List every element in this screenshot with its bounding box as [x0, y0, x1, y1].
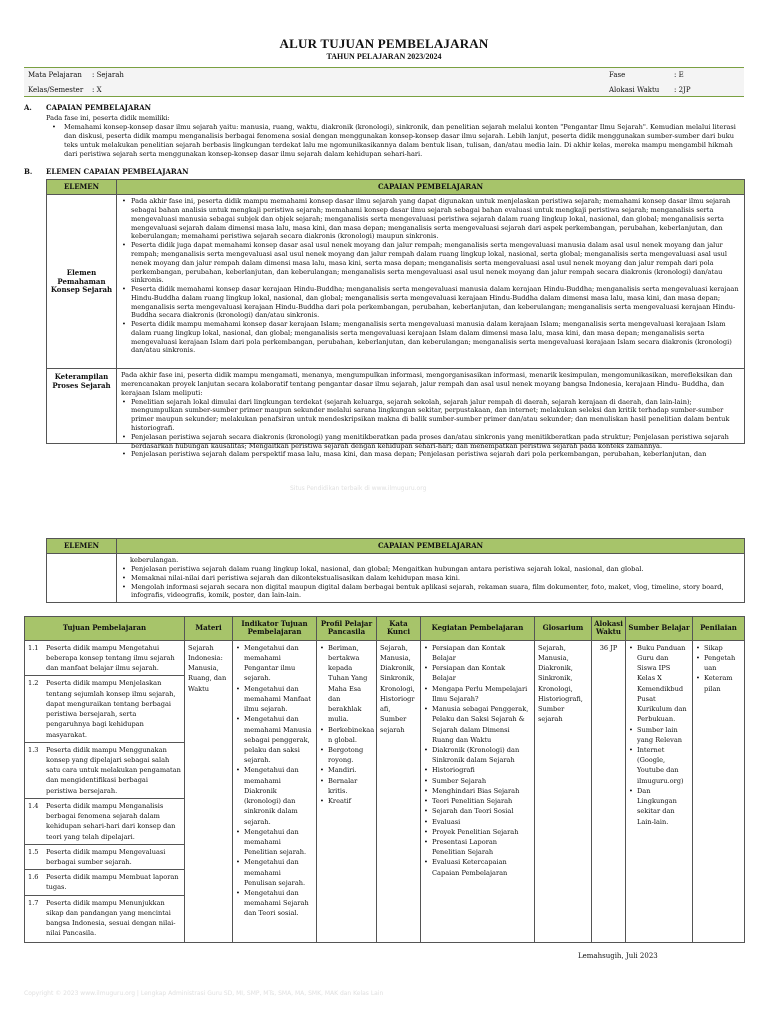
- capaian-keterampilan-proses: [117, 369, 745, 459]
- capaian-item: • Memaknai nilai-nilai dari peristiwa sejarah dan dikontekstualisasikan dalam kehidupan masa kini.: [131, 574, 740, 583]
- kegiatan-item: • Sumber Sejarah: [424, 776, 531, 786]
- capaian-pemahaman-konsep: [117, 195, 745, 369]
- profil-item: • Kreatif: [320, 796, 373, 806]
- kegiatan-item: • Sejarah dan Teori Sosial: [424, 806, 531, 816]
- capaian-item: • Penjelasan peristiwa sejarah dalam perspektif masa lalu, masa kini, dan masa depan; Penjelasan peristiwa sejarah dari pola perkembangan, perubahan, keberlanjutan, dan: [131, 450, 740, 459]
- col-glosarium: Glosarium: [535, 617, 592, 641]
- materi-cell: Sejarah Indonesia: Manusia, Ruang, dan Waktu: [185, 640, 233, 942]
- capaian-item: • Peserta didik juga dapat memahami konsep dasar asal usul nenek moyang dan jalur rempah; menganalisis serta mengevaluasi manusia dalam asal usul nenek moyang dan jalur rempah; menganalisis serta mengevaluasi asal usul nenek moyang dan jalur rempah dalam ruang lingkup lokal, nasional, serta global; menganalisis serta mengevaluasi asal usul nenek moyang dan jalur rempah dalam dimensi masa lalu, masa kini, serta masa depan; menganalisis serta mengevaluasi asal usul nenek moyang dan jalur rempah dari pola perkembangan, perubahan, keberlanjutan, dan keberulangan; menganalisis serta mengevaluasi asal usul nenek moyang dan jalur rempah secara diakronis (kronologi) dan/atau sinkronis.: [131, 241, 740, 285]
- sumber-item: • Dan Lingkungan sekitar dan Lain-lain.: [629, 786, 689, 827]
- kegiatan-item: • Diakronik (Kronologi) dan Sinkronik dalam Sejarah: [424, 745, 531, 765]
- indikator-item: • Mengetahui dan memahami Sejarah dan Teori sosial.: [236, 888, 313, 919]
- col-materi: Materi: [185, 617, 233, 641]
- capaian-item: • Penelitian sejarah lokal dimulai dari lingkungan terdekat (sejarah keluarga, sejarah sekolah, sejarah jalur rempah di daerah, sejarah kerajaan di daerah, dan lain-lain); mengumpulkan sumber-sumber primer maupun sekunder melalui sarana lingkungan sekitar, perpustakaan, dan internet; melakukan seleksi dan kritik terhadap sumber-sumber primer maupun sekunder; melakukan penafsiran untuk mendeskripsikan makna di balik sumber-sumber primer dan/atau sekunder; dan menuliskan hasil penelitian dalam bentuk historiografi.: [131, 398, 740, 433]
- kegiatan-item: • Manusia sebagai Penggerak, Pelaku dan Saksi Sejarah & Sejarah dalam Dimensi Ruang dan Waktu: [424, 704, 531, 745]
- section-a-intro: Pada fase ini, peserta didik memiliki:: [46, 114, 170, 122]
- elemen-table: [46, 179, 745, 459]
- col-alokasi: Alokasi Waktu: [592, 617, 626, 641]
- col-profil: Profil Pelajar Pancasila: [317, 617, 377, 641]
- capaian-intro: Pada akhir fase ini, peserta didik mampu mengamati, menanya, mengumpulkan informasi, mengorganisasikan informasi, menarik kesimpulan, mengomunikasikan, merefleksikan dan merencanakan proyek lanjutan secara kolaboratif tentang pengantar dasar ilmu sejarah, jalur rempah dan asal usul nenek moyang bangsa Indonesia, kerajaan Hindu- Buddha, dan kerajaan Islam meliputi:: [121, 371, 733, 397]
- sumber-item: • Sumber lain yang Relevan: [629, 725, 689, 745]
- profil-item: • Berkebinekaa n global.: [320, 725, 373, 745]
- sumber-cell: [626, 640, 693, 942]
- tujuan-row: 1.5 Peserta didik mampu Mengevaluasi berbagai sumber sejarah.: [25, 845, 184, 870]
- kegiatan-item: • Evaluasi Ketercapaian Capaian Pembelajaran: [424, 857, 531, 877]
- tujuan-row: 1.1 Peserta didik mampu Mengetahui beberapa konsep tentang ilmu sejarah dan manfaat belajar ilmu sejarah.: [25, 641, 184, 677]
- elemen-empty-cell: [47, 554, 117, 603]
- fase-value: : E: [674, 71, 684, 79]
- capaian-item: • Peserta didik mampu memahami konsep dasar kerajaan Islam; menganalisis serta mengevaluasi manusia dalam kerajaan Islam; menganalisis serta mengevaluasi kerajaan Islam dalam ruang lingkup lokal, nasional, dan global; menganalisis serta mengevaluasi kerajaan Islam dalam dimensi masa lalu, masa kini, dan masa depan; menganalisis serta mengevaluasi kerajaan Islam dari pola perkembangan, perubahan, keberlanjutan, dan keberulangan; menganalisis serta mengevaluasi kerajaan Islam secara diakronis (kronologi) dan/atau sinkronis.: [131, 320, 740, 355]
- penilaian-item: • Sikap: [696, 643, 741, 653]
- indikator-item: • Mengetahui dan memahami Diakronik (kronologi) dan sinkronik dalam sejarah.: [236, 765, 313, 826]
- mapel-label: Mata Pelajaran: [28, 71, 82, 79]
- kelas-value: : X: [92, 86, 102, 94]
- kelas-label: Kelas/Semester: [28, 86, 84, 94]
- kegiatan-item: • Teori Penelitian Sejarah: [424, 796, 531, 806]
- col-elemen-header: ELEMEN: [47, 180, 117, 195]
- profil-cell: [317, 640, 377, 942]
- alokasi-label: Alokasi Waktu: [609, 86, 660, 94]
- capaian-item: • Mengolah informasi sejarah secara non digital maupun digital dalam berbagai bentuk aplikasi sejarah, rekaman suara, film dokumenter, foto, maket, vlog, timeline, story board, infografis, videografis, komik, poster, dan lain-lain.: [131, 583, 740, 601]
- kegiatan-item: • Persiapan dan Kontak Belajar: [424, 663, 531, 683]
- tujuan-cell: [25, 640, 185, 942]
- capaian-item: • Pada akhir fase ini, peserta didik mampu memahami konsep dasar ilmu sejarah yang dapat digunakan untuk menjelaskan peristiwa sejarah; memahami konsep dasar ilmu sejarah sebagai bahan analisis untuk mengkaji peristiwa sejarah; memahami konsep dasar ilmu sejarah sebagai bahan evaluasi untuk mengkaji peristiwa sejarah; menganalisis serta mengevaluasi manusia sebagai subjek dan objek sejarah; menganalisis serta mengevaluasi peristiwa sejarah dalam ruang lingkup lokal, nasional, dan global; menganalisis serta mengevaluasi sejarah dalam dimensi masa lalu, masa kini, dan masa depan; menganalisis serta mengevaluasi sejarah dari aspek perkembangan, perubahan, keberlanjutan, dan keberulangan; memahami peristiwa sejarah secara diakronis (kronologi) maupun sinkronis.: [131, 197, 740, 241]
- kata-kunci-cell: Sejarah, Manusia, Diakronik, Sinkronik, Kronologi, Historiogr afi, Sumber sejarah: [377, 640, 421, 942]
- sumber-item: • Buku Panduan Guru dan Siswa IPS Kelas X Kemendikbud Pusat Kurikulum dan Perbukuan.: [629, 643, 689, 725]
- profil-item: • Bernalar kritis.: [320, 776, 373, 796]
- sumber-item: • Internet (Google, Youtube dan ilmuguru.org): [629, 745, 689, 786]
- copyright-watermark: Copyright © 2023 www.ilmuguru.org | Lengkap Administrasi Guru SD, MI, SMP, MTs, SMA, MA, SMK, MAK dan Kelas Lain: [24, 990, 384, 997]
- capaian-item: • Penjelasan peristiwa sejarah secara diakronis (kronologi) yang menitikberatkan pada proses dan/atau sinkronis yang menitikberatkan pada struktur; Penjelasan peristiwa sejarah berdasarkan hubungan kausalitas; Mengaitkan peristiwa sejarah dengan kehidupan sehari-hari; dan menempatkan peristiwa sejarah pada konteks zamannya.: [131, 433, 740, 451]
- tujuan-row: 1.7 Peserta didik mampu Menunjukkan sikap dan pandangan yang mencintai bangsa Indonesia, sesuai dengan nilai-nilai Pancasila.: [28, 898, 176, 938]
- kegiatan-item: • Proyek Penelitian Sejarah: [424, 827, 531, 837]
- watermark-text: Situs Pendidikan terbaik di www.ilmuguru.org: [290, 485, 427, 492]
- glosarium-cell: Sejarah, Manusia, Diakronik, Sinkronik, Kronologi, Historiografi, Sumber sejarah: [535, 640, 592, 942]
- col-elemen-header: ELEMEN: [47, 539, 117, 554]
- meta-info-bar: [24, 67, 744, 97]
- fase-label: Fase: [609, 71, 626, 79]
- indikator-item: • Mengetahui dan memahami Penulisan sejarah.: [236, 857, 313, 888]
- col-indikator: Indikator Tujuan Pembelajaran: [233, 617, 317, 641]
- elemen-keterampilan-proses: Keterampilan Proses Sejarah: [47, 369, 117, 444]
- tujuan-row: 1.6 Peserta didik mampu Membuat laporan tugas.: [25, 870, 184, 895]
- capaian-continued-text: keberulangan.: [130, 556, 179, 565]
- indikator-item: • Mengetahui dan memahami Penelitian sejarah.: [236, 827, 313, 858]
- profil-item: • Beriman, bertakwa kepada Tuhan Yang Maha Esa dan berakhlak mulia.: [320, 643, 373, 725]
- atp-table: [24, 616, 745, 943]
- capaian-item: • Peserta didik memahami konsep dasar kerajaan Hindu-Buddha; menganalisis serta mengevaluasi manusia dalam kerajaan Hindu-Buddha; menganalisis serta mengevaluasi kerajaan Hindu-Buddha dalam ruang lingkup lokal, nasional, dan global; menganalisis serta mengevaluasi kerajaan Hindu-Buddha dalam dimensi masa lalu, masa kini, dan masa depan; menganalisis serta mengevaluasi kerajaan Hindu-Buddha dari pola perkembangan, perubahan, keberlanjutan, dan keberulangan; menganalisis serta mengevaluasi kerajaan Hindu-Buddha secara diakronis (kronologi) dan/atau sinkronis.: [131, 285, 740, 320]
- col-kata-kunci: Kata Kunci: [377, 617, 421, 641]
- section-a-bullet: • Memahami konsep-konsep dasar ilmu sejarah yaitu: manusia, ruang, waktu, diakronik (kronologi), sinkronik, dan penelitian sejarah melalui konten "Pengantar Ilmu Sejarah". Kemudian melalui literasi dan diskusi, peserta didik mampu menganalisis berbagai fenomena sosial dengan menggunakan konsep-konsep dasar ilmu sejarah. Lebih lanjut, peserta didik menggunakan sumber-sumber dari buku teks untuk melakukan penelitian sejarah berbasis lingkungan terdekat lalu me ngomunikasikannya dalam bentuk lisan, tulisan, dan/atau media lain. Di akhir kelas, mereka mampu mengambil hikmah dari peristiwa sejarah serta menggunakan konsep-konsep dasar ilmu sejarah dalam kehidupan sehari-hari.: [60, 123, 744, 159]
- indikator-cell: [233, 640, 317, 942]
- capaian-item: • Penjelasan peristiwa sejarah dalam ruang lingkup lokal, nasional, dan global; Mengaitkan hubungan antara peristiwa sejarah lokal, nasional, dan global.: [131, 565, 740, 574]
- col-kegiatan: Kegiatan Pembelajaran: [421, 617, 535, 641]
- kegiatan-cell: [421, 640, 535, 942]
- penilaian-item: • Keteram pilan: [696, 673, 741, 693]
- kegiatan-item: • Menghindari Bias Sejarah: [424, 786, 531, 796]
- section-a-body: [46, 114, 744, 158]
- kegiatan-item: • Presentasi Laporan Penelitian Sejarah: [424, 837, 531, 857]
- kegiatan-item: • Historiografi: [424, 765, 531, 775]
- document-subtitle: TAHUN PELAJARAN 2023/2024: [326, 52, 442, 61]
- elemen-table-continued: [46, 538, 745, 603]
- kegiatan-item: • Evaluasi: [424, 817, 531, 827]
- footer-place-date: Lemahsugih, Juli 2023: [578, 952, 658, 960]
- penilaian-cell: [693, 640, 745, 942]
- indikator-item: • Mengetahui dan memahami Manusia sebagai penggerak, pelaku dan saksi sejarah.: [236, 714, 313, 765]
- tujuan-row: 1.4 Peserta didik mampu Menganalisis berbagai fenomena sejarah dalam kehidupan sehari-hari dari konsep dan teori yang telah dipelajari.: [25, 799, 184, 845]
- alokasi-value: : 2JP: [674, 86, 691, 94]
- kegiatan-item: • Mengapa Perlu Mempelajari Ilmu Sejarah?: [424, 684, 531, 704]
- indikator-item: • Mengetahui dan memahami Manfaat ilmu sejarah.: [236, 684, 313, 715]
- elemen-pemahaman-konsep: Elemen Pemahaman Konsep Sejarah: [47, 195, 117, 369]
- penilaian-item: • Pengetah uan: [696, 653, 741, 673]
- kegiatan-item: • Persiapan dan Kontak Belajar: [424, 643, 531, 663]
- mapel-value: : Sejarah: [92, 71, 124, 79]
- tujuan-row: 1.3 Peserta didik mampu Menggunakan konsep yang dipelajari sebagai salah satu cara untuk melakukan pengamatan dan mengidentifikasi berbagai peristiwa bersejarah.: [25, 743, 184, 799]
- document-title: ALUR TUJUAN PEMBELAJARAN: [279, 36, 489, 51]
- col-capaian-header: CAPAIAN PEMBELAJARAN: [117, 539, 745, 554]
- profil-item: • Mandiri.: [320, 765, 373, 775]
- col-capaian-header: CAPAIAN PEMBELAJARAN: [117, 180, 745, 195]
- indikator-item: • Mengetahui dan memahami Pengantar ilmu sejarah.: [236, 643, 313, 684]
- col-penilaian: Penilaian: [693, 617, 745, 641]
- tujuan-row: 1.2 Peserta didik mampu Menjelaskan tentang sejumlah konsep ilmu sejarah, dapat menguraikan tentang berbagai peristiwa bersejarah, serta pengaruhnya bagi kehidupan masyarakat.: [25, 676, 184, 742]
- alokasi-cell: 36 JP: [592, 640, 626, 942]
- col-sumber: Sumber Belajar: [626, 617, 693, 641]
- capaian-continued: [117, 554, 745, 603]
- col-tujuan: Tujuan Pembelajaran: [25, 617, 185, 641]
- profil-item: • Bergotong royong.: [320, 745, 373, 765]
